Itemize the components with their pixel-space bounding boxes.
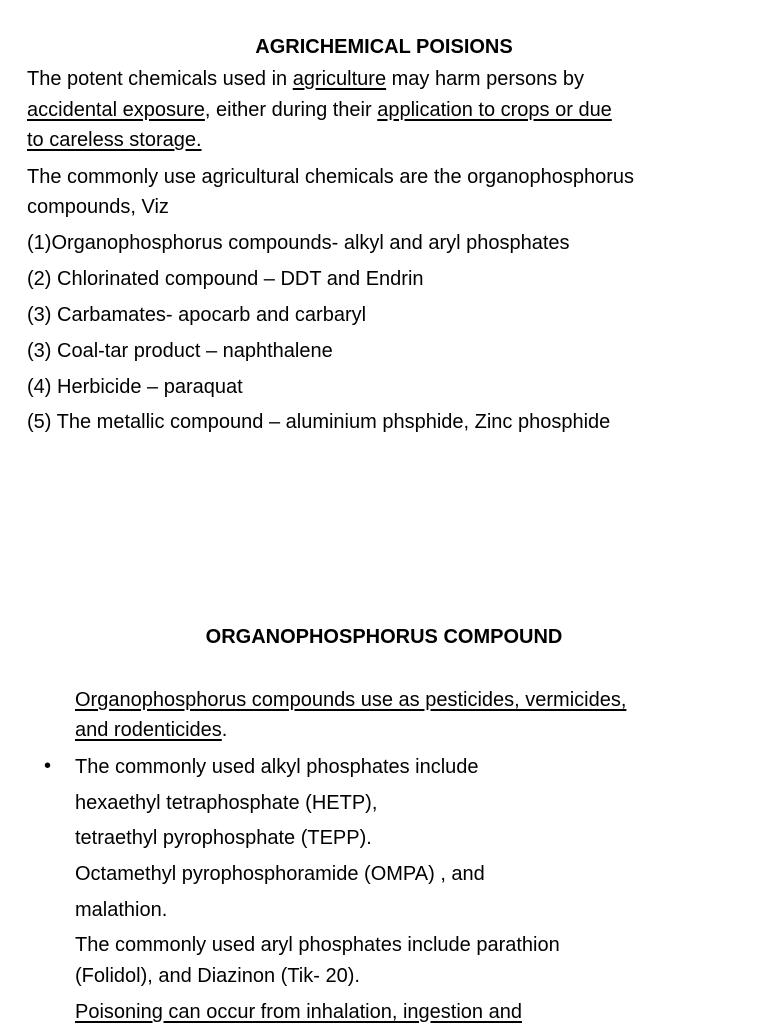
- intro-text: The potent chemicals used in: [27, 68, 293, 90]
- aryl-line-1: The commonly used aryl phosphates include parathion: [75, 934, 560, 956]
- uses-line-1: [75, 688, 626, 712]
- list-item: (1)Organophosphorus compounds- alkyl and aryl phosphates: [27, 232, 570, 254]
- intro-underlined-term: agriculture: [292, 68, 387, 90]
- intro-underlined-term: to careless storage.: [27, 129, 202, 151]
- intro-text: , either during their: [204, 99, 378, 121]
- common-chemicals-line-2: compounds, Viz: [27, 196, 169, 218]
- uses-underlined-text: Organophosphorus compounds use as pesticides, vermicides,: [75, 689, 627, 711]
- poisoning-line: [75, 1000, 522, 1024]
- intro-line-1: [27, 67, 584, 91]
- section-title: ORGANOPHOSPHORUS COMPOUND: [205, 626, 563, 648]
- uses-line-2: [75, 718, 227, 742]
- list-item: (3) Coal-tar product – naphthalene: [27, 340, 333, 362]
- uses-text: .: [221, 719, 228, 741]
- list-item: (4) Herbicide – paraquat: [27, 376, 243, 398]
- alkyl-line: Octamethyl pyrophosphoramide (OMPA) , and: [75, 863, 485, 885]
- list-item: (2) Chlorinated compound – DDT and Endrin: [27, 268, 424, 290]
- intro-line-2: [27, 98, 612, 122]
- uses-underlined-text: and rodenticides: [75, 719, 222, 741]
- alkyl-line: tetraethyl pyrophosphate (TEPP).: [75, 827, 372, 849]
- intro-underlined-term: application to crops or due: [377, 99, 612, 121]
- list-item: (3) Carbamates- apocarb and carbaryl: [27, 304, 367, 326]
- page-title: AGRICHEMICAL POISIONS: [255, 36, 513, 58]
- aryl-line-2: (Folidol), and Diazinon (Tik- 20).: [75, 965, 360, 987]
- alkyl-line: malathion.: [75, 899, 168, 921]
- intro-text: may harm persons by: [386, 68, 584, 90]
- intro-underlined-term: accidental exposure: [27, 99, 205, 121]
- alkyl-line: hexaethyl tetraphosphate (HETP),: [75, 792, 378, 814]
- bullet-icon: •: [44, 755, 52, 777]
- intro-line-3: [27, 128, 202, 152]
- poisoning-underlined-text: Poisoning can occur from inhalation, ingestion and: [75, 1001, 522, 1023]
- list-item: (5) The metallic compound – aluminium phsphide, Zinc phosphide: [27, 411, 611, 433]
- common-chemicals-line-1: The commonly use agricultural chemicals are the organophosphorus: [27, 166, 634, 188]
- alkyl-line: The commonly used alkyl phosphates include: [75, 756, 479, 778]
